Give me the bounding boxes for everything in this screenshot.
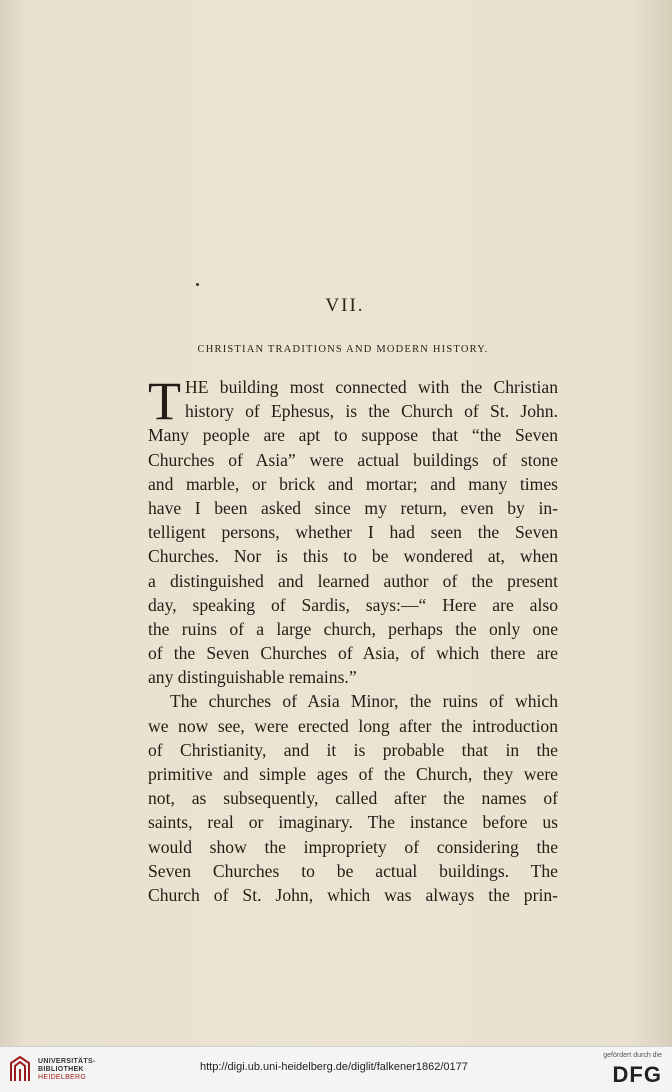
text-line: primitive and simple ages of the Church, they were (148, 764, 558, 784)
text-line: history of Ephesus, is the Church of St. John. (185, 401, 558, 422)
text-line: Churches of Asia” were actual buildings of stone (148, 449, 558, 470)
text-line: and marble, or brick and mortar; and many times (148, 473, 558, 494)
chapter-number: VII. (325, 295, 365, 316)
text-line: would show the impropriety of considering the (148, 836, 558, 857)
viewer-footer (0, 1046, 672, 1092)
text-line: Seven Churches to be actual buildings. The (148, 860, 558, 881)
text-line: day, speaking of Sardis, says:—“ Here are also (148, 594, 558, 615)
text-line: any distinguishable remains.” (148, 667, 357, 688)
library-name-line: UNIVERSITÄTS- (38, 1058, 96, 1065)
text-line: have I been asked since my return, even by in- (148, 497, 558, 518)
text-line: HE building most connected with the Christian (185, 377, 558, 397)
ink-speck (196, 283, 199, 286)
drop-cap: T (148, 371, 181, 431)
text-line: a distinguished and learned author of the present (148, 570, 558, 591)
body-text (148, 371, 558, 907)
text-line: Many people are apt to suppose that “the Seven (148, 425, 558, 446)
text-line: not, as subsequently, called after the names of (148, 788, 558, 809)
chapter-title: CHRISTIAN TRADITIONS AND MODERN HISTORY. (197, 344, 489, 355)
dfg-logo[interactable]: DFG (612, 1062, 662, 1087)
funder-label: gefördert durch die (603, 1052, 662, 1059)
text-line: Churches. Nor is this to be wondered at, when (148, 546, 558, 567)
text-line: the ruins of a large church, perhaps the only one (148, 618, 558, 639)
permalink[interactable]: http://digi.ub.uni-heidelberg.de/diglit/falkener1862/0177 (200, 1061, 468, 1073)
text-line: of Christianity, and it is probable that in the (148, 739, 558, 760)
library-name (38, 1058, 96, 1082)
text-line: we now see, were erected long after the introduction (148, 715, 558, 736)
text-line: saints, real or imaginary. The instance before us (148, 812, 558, 833)
text-line: Church of St. John, which was always the prin- (148, 884, 558, 905)
library-name-line: HEIDELBERG (38, 1074, 87, 1081)
text-line: telligent persons, whether I had seen the Seven (148, 522, 558, 543)
text-line: The churches of Asia Minor, the ruins of which (170, 691, 558, 712)
library-logo-icon[interactable] (8, 1055, 32, 1083)
library-name-line: BIBLIOTHEK (38, 1066, 84, 1073)
text-line: of the Seven Churches of Asia, of which there are (148, 643, 558, 664)
